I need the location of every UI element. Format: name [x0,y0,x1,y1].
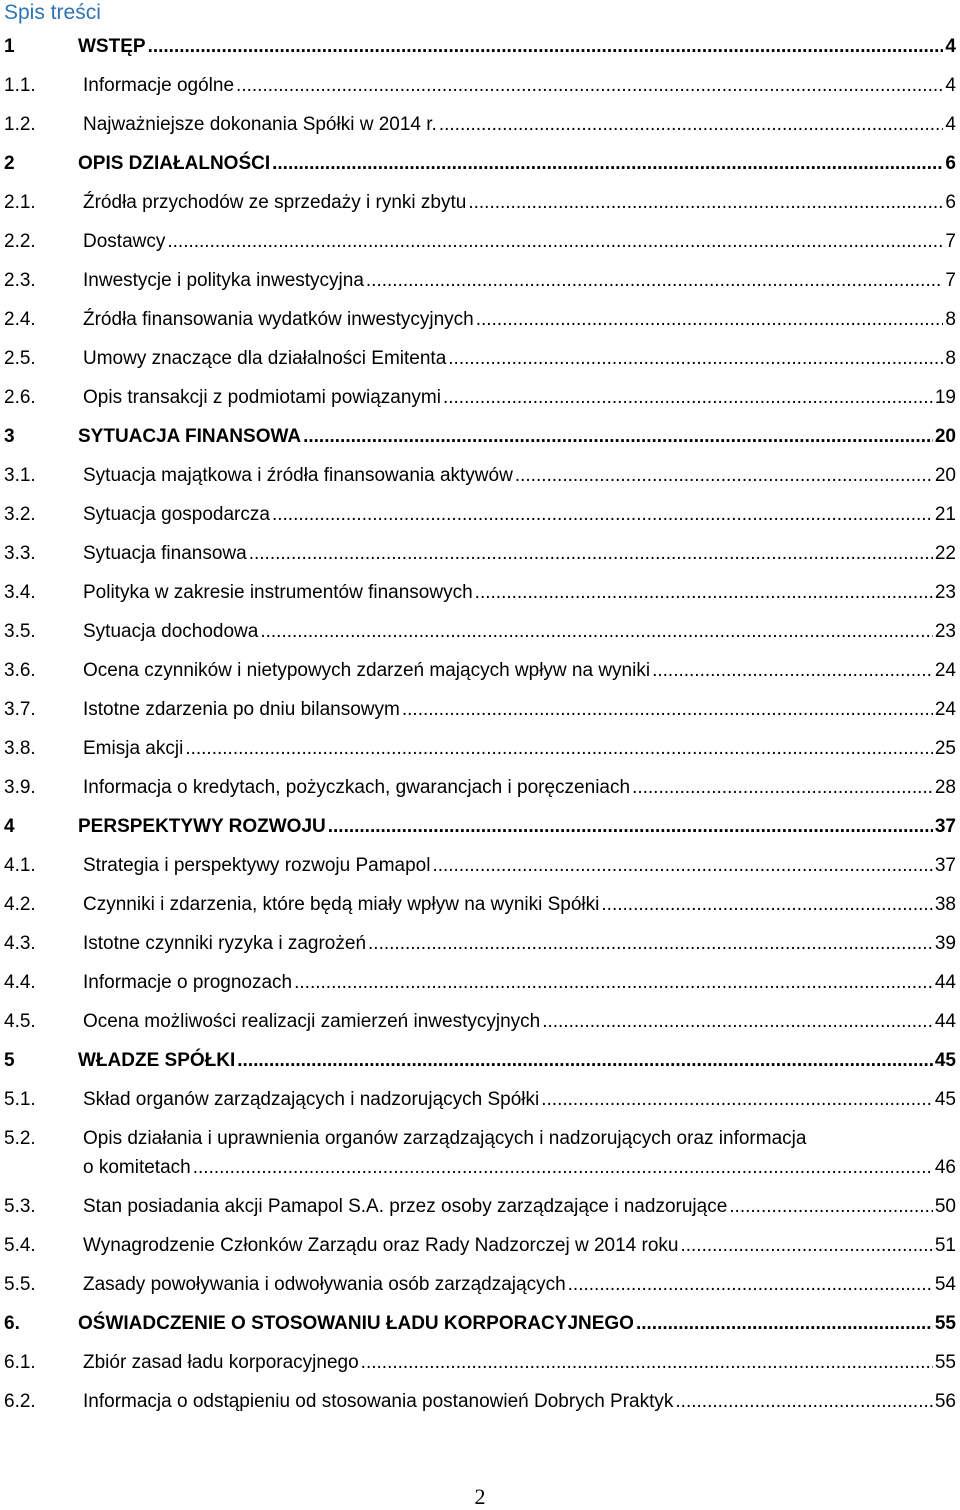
toc-leader-dots [260,612,933,651]
toc-entry[interactable] [0,807,960,846]
toc-leader-dots [237,1041,933,1080]
toc-entry-number: 1.1. [4,75,36,96]
toc-leader-dots [368,924,933,963]
toc-entry-page: 50 [934,1196,956,1217]
toc-entry-title: Informacja o kredytach, pożyczkach, gwarancjach i poręczeniach [83,777,631,798]
toc-entry-number: 3.7. [4,699,36,720]
toc-entry-number: 3.9. [4,777,36,798]
toc-entry-number: 5.2. [4,1128,36,1149]
toc-entry-page: 37 [934,855,956,876]
toc-entry-title: Zbiór zasad ładu korporacyjnego [83,1352,359,1373]
toc-entry-number: 4 [4,816,15,837]
toc-entry-number: 2.1. [4,192,36,213]
toc-entry-number: 5.3. [4,1196,36,1217]
toc-entry-title: SYTUACJA FINANSOWA [78,426,302,447]
toc-entry-title: Dostawcy [83,231,166,252]
toc-leader-dots [729,1187,933,1226]
toc-entry[interactable] [0,573,960,612]
toc-leader-dots [402,690,933,729]
toc-entry[interactable] [0,222,960,261]
toc-entry-page: 51 [934,1235,956,1256]
toc-entry-page: 7 [945,270,956,291]
toc-entry-title: Zasady powoływania i odwoływania osób zarządzających [83,1274,566,1295]
toc-leader-dots [636,1304,933,1343]
toc-entry-page: 6 [945,153,956,174]
toc-entry-title: Wynagrodzenie Członków Zarządu oraz Rady Nadzorczej w 2014 roku [83,1235,679,1256]
toc-entry-title: Stan posiadania akcji Pamapol S.A. przez osoby zarządzające i nadzorujące [83,1196,728,1217]
toc-entry-page: 55 [934,1313,956,1334]
toc-entry-number: 3.5. [4,621,36,642]
toc-leader-dots [475,573,933,612]
toc-entry-title: Sytuacja dochodowa [83,621,259,642]
toc-entry-number: 6.2. [4,1391,36,1412]
toc-entry-number: 3.1. [4,465,36,486]
toc-entry-title: Ocena możliwości realizacji zamierzeń inwestycyjnych [83,1011,541,1032]
toc-leader-dots [361,1343,933,1382]
toc-entry-title: Informacje o prognozach [83,972,293,993]
toc-entry-title: Istotne czynniki ryzyka i zagrożeń [83,933,367,954]
toc-entry-page: 37 [934,816,956,837]
toc-entry-page: 23 [934,582,956,603]
toc-entry[interactable] [0,66,960,105]
toc-entry-page: 45 [934,1089,956,1110]
toc-entry[interactable] [0,1119,960,1187]
toc-entry-page: 44 [934,972,956,993]
toc-entry-page: 7 [945,231,956,252]
toc-entry[interactable] [0,261,960,300]
toc-entry-title: Emisja akcji [83,738,184,759]
toc-entry-number: 6.1. [4,1352,36,1373]
toc-entry-title: Informacje ogólne [83,75,235,96]
toc-leader-dots [148,27,944,66]
toc-leader-dots [541,1080,933,1119]
toc-entry[interactable] [0,105,960,144]
toc-entry[interactable] [0,963,960,1002]
toc-title: Spis treści [4,1,101,24]
toc-entry[interactable] [0,1080,960,1119]
toc-entry[interactable] [0,417,960,456]
toc-leader-dots [249,534,933,573]
toc-entry-number: 4.4. [4,972,36,993]
toc-entry-number: 4.3. [4,933,36,954]
toc-leader-dots [236,66,943,105]
toc-entry-number: 5 [4,1050,15,1071]
toc-entry-title-continued: o komitetach [83,1157,191,1178]
toc-entry-title: Istotne zdarzenia po dniu bilansowym [83,699,400,720]
toc-entry-number: 5.5. [4,1274,36,1295]
page-number: 2 [474,1484,486,1509]
toc-entry[interactable] [0,339,960,378]
toc-entry-page: 45 [934,1050,956,1071]
toc-entry[interactable] [0,1343,960,1382]
toc-entry-title: Ocena czynników i nietypowych zdarzeń mających wpływ na wyniki [83,660,651,681]
toc-entry-number: 3.6. [4,660,36,681]
toc-entry-number: 4.5. [4,1011,36,1032]
toc-entry[interactable] [0,1382,960,1421]
toc-entry[interactable] [0,1187,960,1226]
toc-entry[interactable] [0,495,960,534]
toc-leader-dots [167,222,943,261]
toc-entry-title: WSTĘP [78,36,146,57]
toc-entry[interactable] [0,729,960,768]
toc-entry-page: 4 [945,75,956,96]
toc-entry-number: 4.2. [4,894,36,915]
toc-entry[interactable] [0,1041,960,1080]
toc-entry-title: WŁADZE SPÓŁKI [78,1050,236,1071]
toc-entry-title: Sytuacja majątkowa i źródła finansowania aktywów [83,465,513,486]
toc-leader-dots [601,885,932,924]
toc-entry-page: 55 [934,1352,956,1373]
toc-entry-page: 38 [934,894,956,915]
toc-entry-page: 28 [934,777,956,798]
toc-entry[interactable] [0,456,960,495]
toc-entry[interactable] [0,768,960,807]
toc-entry-title: Inwestycje i polityka inwestycyjna [83,270,364,291]
toc-entry-page: 20 [934,465,956,486]
toc-entry-number: 3 [4,426,15,447]
toc-entry[interactable] [0,27,960,66]
toc-entry-title: OPIS DZIAŁALNOŚCI [78,153,271,174]
toc-entry[interactable] [0,534,960,573]
toc-entry-title: Źródła przychodów ze sprzedaży i rynki zbytu [83,192,467,213]
toc-leader-dots [185,729,933,768]
toc-entry-page: 22 [934,543,956,564]
toc-entry-number: 4.1. [4,855,36,876]
toc-entry-number: 5.4. [4,1235,36,1256]
table-of-contents [0,27,960,1421]
toc-entry[interactable] [0,1304,960,1343]
toc-leader-dots [272,144,943,183]
toc-entry-title: Czynniki i zdarzenia, które będą miały wpływ na wyniki Spółki [83,894,600,915]
toc-entry-number: 1 [4,36,15,57]
toc-entry-title: Źródła finansowania wydatków inwestycyjnych [83,309,474,330]
toc-entry-page: 46 [934,1157,956,1178]
toc-entry[interactable] [0,1002,960,1041]
toc-entry[interactable] [0,885,960,924]
toc-entry-number: 5.1. [4,1089,36,1110]
toc-entry[interactable] [0,690,960,729]
toc-entry-title: Polityka w zakresie instrumentów finansowych [83,582,473,603]
toc-entry-number: 3.3. [4,543,36,564]
toc-entry-number: 2 [4,153,15,174]
toc-entry-page: 54 [934,1274,956,1295]
toc-leader-dots [448,339,943,378]
toc-leader-dots [542,1002,933,1041]
toc-leader-dots [632,768,933,807]
toc-entry-page: 25 [934,738,956,759]
toc-entry-page: 21 [934,504,956,525]
toc-entry-page: 19 [934,387,956,408]
toc-leader-dots [303,417,933,456]
toc-entry-title: PERSPEKTYWY ROZWOJU [78,816,326,837]
toc-entry[interactable] [0,300,960,339]
toc-entry-title: Sytuacja finansowa [83,543,247,564]
toc-leader-dots [476,300,944,339]
toc-entry-number: 2.2. [4,231,36,252]
toc-entry-title: Umowy znaczące dla działalności Emitenta [83,348,447,369]
toc-entry-page: 8 [945,309,956,330]
toc-entry[interactable] [0,1226,960,1265]
toc-entry-page: 23 [934,621,956,642]
toc-entry-number: 3.2. [4,504,36,525]
toc-entry-page: 24 [934,660,956,681]
toc-entry-number: 1.2. [4,114,36,135]
toc-entry-page: 56 [934,1391,956,1412]
toc-entry-number: 2.3. [4,270,36,291]
toc-entry-number: 2.6. [4,387,36,408]
toc-leader-dots [443,378,933,417]
toc-entry-number: 2.4. [4,309,36,330]
toc-entry-title: Opis transakcji z podmiotami powiązanymi [83,387,441,408]
toc-entry-number: 6. [4,1313,20,1334]
toc-entry[interactable] [0,183,960,222]
toc-leader-dots [193,1153,933,1182]
toc-leader-dots [468,183,943,222]
toc-entry[interactable] [0,378,960,417]
toc-entry[interactable] [0,924,960,963]
toc-entry[interactable] [0,1265,960,1304]
toc-entry-page: 44 [934,1011,956,1032]
toc-entry-title: Opis działania i uprawnienia organów zarządzających i nadzorujących oraz informacja [83,1128,807,1149]
toc-entry-page: 4 [945,36,956,57]
toc-entry[interactable] [0,651,960,690]
toc-entry-page: 39 [934,933,956,954]
toc-entry-number: 2.5. [4,348,36,369]
toc-entry-page: 24 [934,699,956,720]
toc-leader-dots [675,1382,932,1421]
toc-entry-number: 3.8. [4,738,36,759]
toc-leader-dots [568,1265,933,1304]
toc-entry[interactable] [0,612,960,651]
toc-entry-title: Sytuacja gospodarcza [83,504,270,525]
toc-leader-dots [515,456,933,495]
toc-entry-title: Skład organów zarządzających i nadzorujących Spółki [83,1089,540,1110]
toc-entry-page: 6 [945,192,956,213]
toc-entry[interactable] [0,144,960,183]
toc-entry-page: 4 [945,114,956,135]
toc-entry-page: 8 [945,348,956,369]
toc-entry-title: Najważniejsze dokonania Spółki w 2014 r. [83,114,437,135]
toc-entry-page: 20 [934,426,956,447]
toc-leader-dots [366,261,944,300]
toc-entry[interactable] [0,846,960,885]
toc-entry-title: Strategia i perspektywy rozwoju Pamapol [83,855,431,876]
toc-entry-number: 3.4. [4,582,36,603]
toc-leader-dots [328,807,933,846]
toc-leader-dots [439,105,944,144]
toc-leader-dots [432,846,932,885]
toc-leader-dots [272,495,933,534]
toc-entry-title: OŚWIADCZENIE O STOSOWANIU ŁADU KORPORACYJNEGO [78,1313,634,1334]
toc-leader-dots [652,651,933,690]
toc-entry-title: Informacja o odstąpieniu od stosowania postanowień Dobrych Praktyk [83,1391,674,1412]
toc-leader-dots [294,963,933,1002]
toc-leader-dots [680,1226,932,1265]
